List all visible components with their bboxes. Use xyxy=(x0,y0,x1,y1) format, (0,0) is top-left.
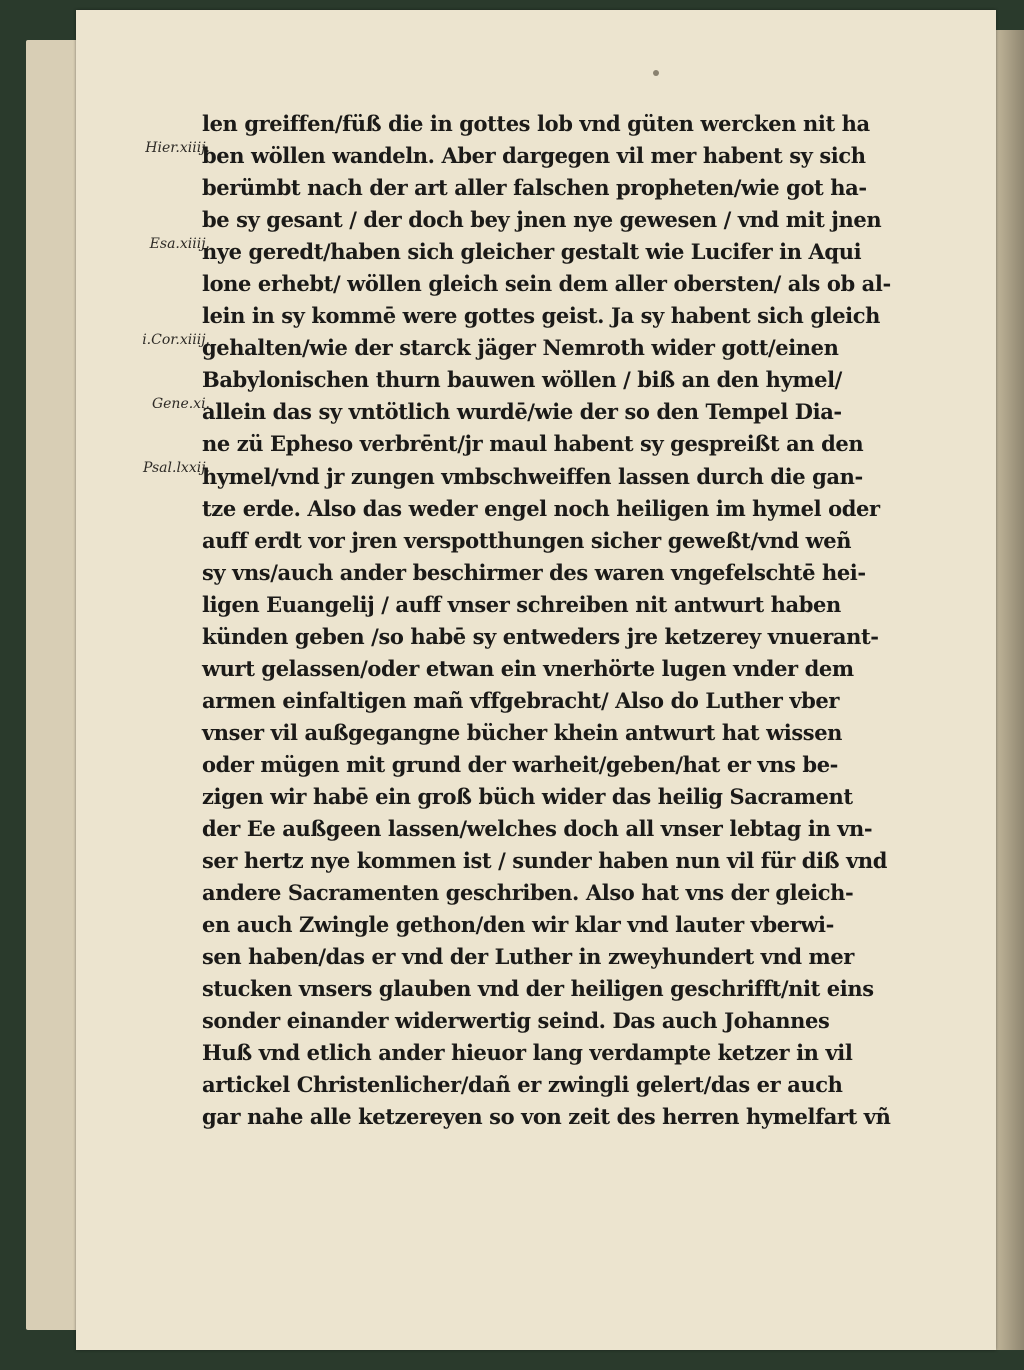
text-line: gar nahe alle ketzereyen so von zeit des herren hymelfart vñ xyxy=(202,1104,891,1130)
text-line: gehalten/wie der starck jäger Nemroth wider gott/einen xyxy=(202,335,839,361)
text-line: berümbt nach der art aller falschen propheten/wie got ha- xyxy=(202,175,867,201)
text-line: sy vns/auch ander beschirmer des waren vngefelschtē hei- xyxy=(202,559,866,585)
text-line: en auch Zwingle gethon/den wir klar vnd lauter vberwi- xyxy=(202,912,834,938)
text-line: ben wöllen wandeln. Aber dargegen vil mer habent sy sich xyxy=(202,143,866,169)
margin-notes xyxy=(102,110,210,530)
text-line: andere Sacramenten geschriben. Also hat vns der gleich- xyxy=(202,880,854,906)
text-line: nye geredt/haben sich gleicher gestalt wie Lucifer in Aqui xyxy=(202,239,862,265)
text-line: ligen Euangelij / auff vnser schreiben nit antwurt haben xyxy=(202,591,841,617)
margin-note: i.Cor.xiiij. xyxy=(142,332,210,348)
margin-note: Esa.xiiij. xyxy=(149,236,210,252)
text-line: tze erde. Also das weder engel noch heiligen im hymel oder xyxy=(202,495,880,521)
text-line: Huß vnd etlich ander hieuor lang verdampte ketzer in vil xyxy=(202,1040,853,1066)
text-line: lein in sy kommē were gottes geist. Ja sy habent sich gleich xyxy=(202,303,880,329)
body-text xyxy=(202,108,962,1134)
text-line: sen haben/das er vnd der Luther in zweyhundert vnd mer xyxy=(202,944,854,970)
text-line: der Ee außgeen lassen/welches doch all vnser lebtag in vn- xyxy=(202,816,873,842)
margin-note: Hier.xiiij. xyxy=(145,140,210,156)
text-line: len greiffen/füß die in gottes lob vnd güten wercken nit ha xyxy=(202,111,870,136)
margin-note: Psal.lxxij. xyxy=(142,460,210,476)
text-line: allein das sy vntötlich wurdē/wie der so den Tempel Dia- xyxy=(202,399,842,425)
text-line: lone erhebt/ wöllen gleich sein dem aller obersten/ als ob al- xyxy=(202,271,891,297)
text-line: zigen wir habē ein groß büch wider das heilig Sacrament xyxy=(202,783,853,809)
text-line: be sy gesant / der doch bey jnen nye gewesen / vnd mit jnen xyxy=(202,207,882,233)
text-line: ne zü Epheso verbrēnt/jr maul habent sy gespreißt an den xyxy=(202,431,864,457)
margin-note: Gene.xi. xyxy=(151,396,210,412)
text-line: armen einfaltigen mañ vffgebracht/ Also do Luther vber xyxy=(202,687,840,713)
text-line: hymel/vnd jr zungen vmbschweiffen lassen durch die gan- xyxy=(202,463,863,489)
text-line: artickel Christenlicher/dañ er zwingli gelert/das er auch xyxy=(202,1072,843,1098)
text-line: ser hertz nye kommen ist / sunder haben nun vil für diß vnd xyxy=(202,848,888,874)
text-line: auff erdt vor jren verspotthungen sicher geweßt/vnd weñ xyxy=(202,527,852,553)
ink-dot xyxy=(653,70,659,76)
text-line: oder mügen mit grund der warheit/geben/hat er vns be- xyxy=(202,751,838,777)
text-line: künden geben /so habē sy entweders jre ketzerey vnuerant- xyxy=(202,623,879,649)
text-line: Babylonischen thurn bauwen wöllen / biß an den hymel/ xyxy=(202,367,842,393)
text-line: vnser vil außgegangne bücher khein antwurt hat wissen xyxy=(202,719,843,745)
text-line: sonder einander widerwertig seind. Das auch Johannes xyxy=(202,1008,830,1034)
text-line: wurt gelassen/oder etwan ein vnerhörte lugen vnder dem xyxy=(202,655,854,681)
text-line: stucken vnsers glauben vnd der heiligen geschrifft/nit eins xyxy=(202,976,874,1002)
